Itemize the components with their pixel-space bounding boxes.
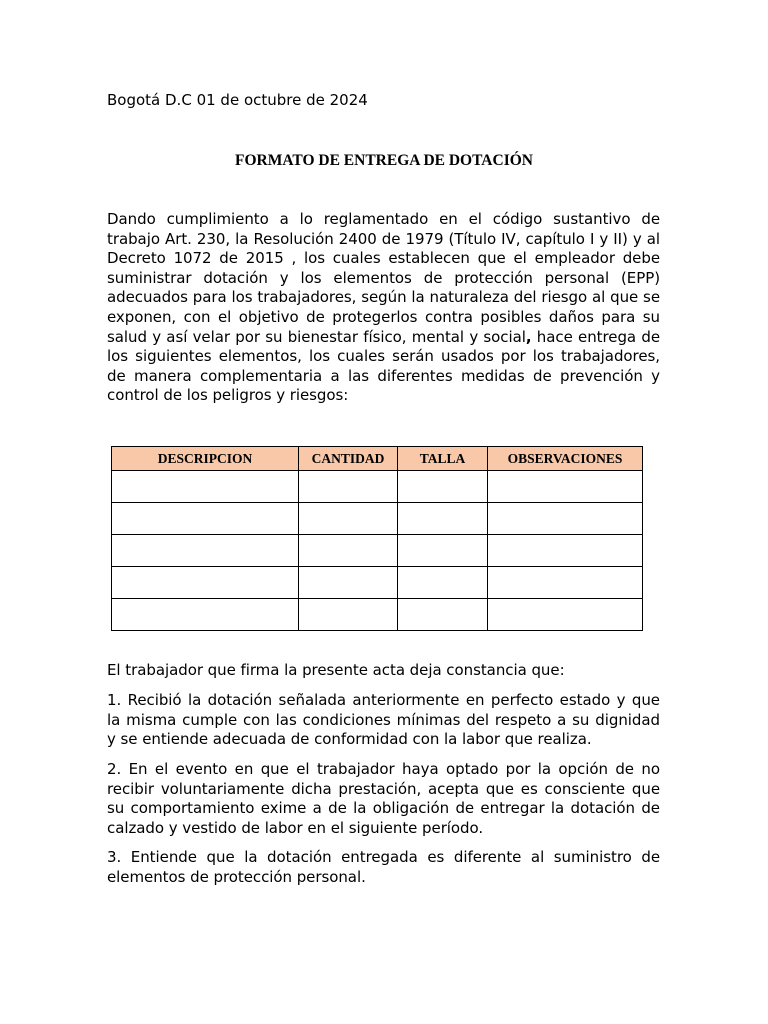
cell-descripcion[interactable]: [112, 503, 299, 535]
intro-text-end: hace entrega de los siguientes elementos, los cuales serán usados por los trabajadores, de manera complementaria a las diferentes medidas de prevención y control de los peligros y riesgos:: [107, 327, 660, 405]
cell-descripcion[interactable]: [112, 567, 299, 599]
cell-talla[interactable]: [398, 599, 488, 631]
table-header-row: [112, 447, 643, 471]
cell-cantidad[interactable]: [299, 599, 398, 631]
cell-observaciones[interactable]: [488, 599, 643, 631]
table-row: [112, 535, 643, 567]
cell-observaciones[interactable]: [488, 503, 643, 535]
point-3: 3. Entiende que la dotación entregada es diferente al suministro de elementos de protección personal.: [107, 848, 660, 886]
cell-descripcion[interactable]: [112, 535, 299, 567]
header-talla: TALLA: [398, 447, 488, 471]
cell-observaciones[interactable]: [488, 471, 643, 503]
cell-observaciones[interactable]: [488, 535, 643, 567]
table-row: [112, 471, 643, 503]
table-row: [112, 503, 643, 535]
intro-text: Dando cumplimiento a lo reglamentado en el código sustantivo de trabajo Art. 230, la Resolución 2400 de 1979 (Título IV, capítulo I y II) y al Decreto 1072 de 2015 , los cuales establecen que el empleador debe suministrar dotación y los elementos de protección personal (EPP) adecuados para los trabajadores, según la naturaleza del riesgo al que se exponen, con el objetivo de protegerlos contra posibles daños para su salud y así velar por su bienestar físico, mental y social: [107, 210, 660, 346]
cell-cantidad[interactable]: [299, 567, 398, 599]
place-date: Bogotá D.C 01 de octubre de 2024: [107, 91, 368, 109]
document-title: FORMATO DE ENTREGA DE DOTACIÓN: [235, 152, 533, 169]
constancia-text: El trabajador que firma la presente acta deja constancia que:: [107, 661, 565, 679]
header-descripcion: DESCRIPCION: [112, 447, 299, 471]
cell-talla[interactable]: [398, 567, 488, 599]
cell-cantidad[interactable]: [299, 535, 398, 567]
cell-descripcion[interactable]: [112, 599, 299, 631]
header-observaciones: OBSERVACIONES: [488, 447, 643, 471]
cell-cantidad[interactable]: [299, 471, 398, 503]
cell-talla[interactable]: [398, 535, 488, 567]
items-table: [111, 446, 643, 631]
header-cantidad: CANTIDAD: [299, 447, 398, 471]
cell-observaciones[interactable]: [488, 567, 643, 599]
table-row: [112, 567, 643, 599]
intro-paragraph: [107, 210, 660, 406]
point-1: 1. Recibió la dotación señalada anteriormente en perfecto estado y que la misma cumple con las condiciones mínimas del respeto a su dignidad y se entiende adecuada de conformidad con la labor que realiza.: [107, 691, 660, 749]
intro-bold-comma: ,: [525, 327, 532, 346]
point-2: 2. En el evento en que el trabajador haya optado por la opción de no recibir voluntariamente dicha prestación, acepta que es consciente que su comportamiento exime a de la obligación de entregar la dotación de calzado y vestido de labor en el siguiente período.: [107, 760, 660, 837]
cell-talla[interactable]: [398, 503, 488, 535]
cell-talla[interactable]: [398, 471, 488, 503]
cell-descripcion[interactable]: [112, 471, 299, 503]
table-row: [112, 599, 643, 631]
cell-cantidad[interactable]: [299, 503, 398, 535]
